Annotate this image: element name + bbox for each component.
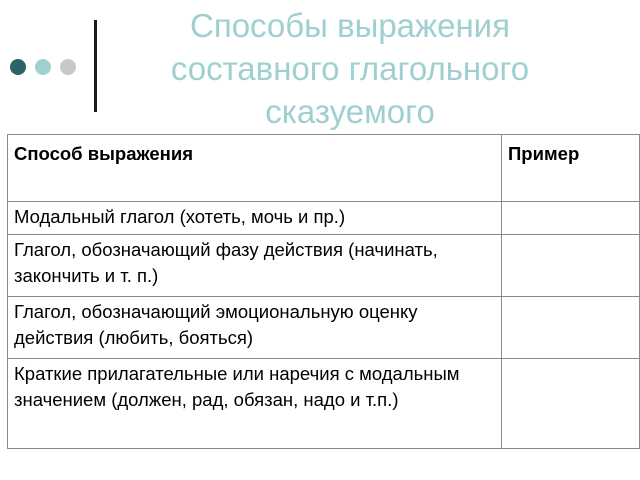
- slide-title-line-2: составного глагольного: [170, 50, 530, 87]
- decorative-dots: [10, 59, 76, 75]
- header-example: Пример: [502, 135, 640, 202]
- dot-teal-icon: [35, 59, 51, 75]
- table-row: [8, 235, 640, 297]
- cell-method: Глагол, обозначающий эмоциональную оценку действия (любить, бояться): [8, 297, 502, 359]
- slide-title: [110, 4, 590, 133]
- cell-method: Краткие прилагательные или наречия с модальным значением (должен, рад, обязан, надо и т.п.): [8, 359, 502, 449]
- cell-example: [502, 235, 640, 297]
- title-divider-line: [94, 20, 97, 112]
- table-header-row: [8, 135, 640, 202]
- dot-dark-icon: [10, 59, 26, 75]
- table-row: [8, 202, 640, 235]
- table-row: [8, 297, 640, 359]
- cell-example: [502, 202, 640, 235]
- slide-title-line-3: сказуемого: [265, 93, 435, 130]
- cell-example: [502, 297, 640, 359]
- table-row: [8, 359, 640, 449]
- cell-method: Глагол, обозначающий фазу действия (начинать, закончить и т. п.): [8, 235, 502, 297]
- cell-method: Модальный глагол (хотеть, мочь и пр.): [8, 202, 502, 235]
- cell-example: [502, 359, 640, 449]
- slide-title-line-1: Способы выражения: [190, 7, 510, 44]
- predicate-methods-table: [7, 134, 640, 449]
- dot-gray-icon: [60, 59, 76, 75]
- header-method: Способ выражения: [8, 135, 502, 202]
